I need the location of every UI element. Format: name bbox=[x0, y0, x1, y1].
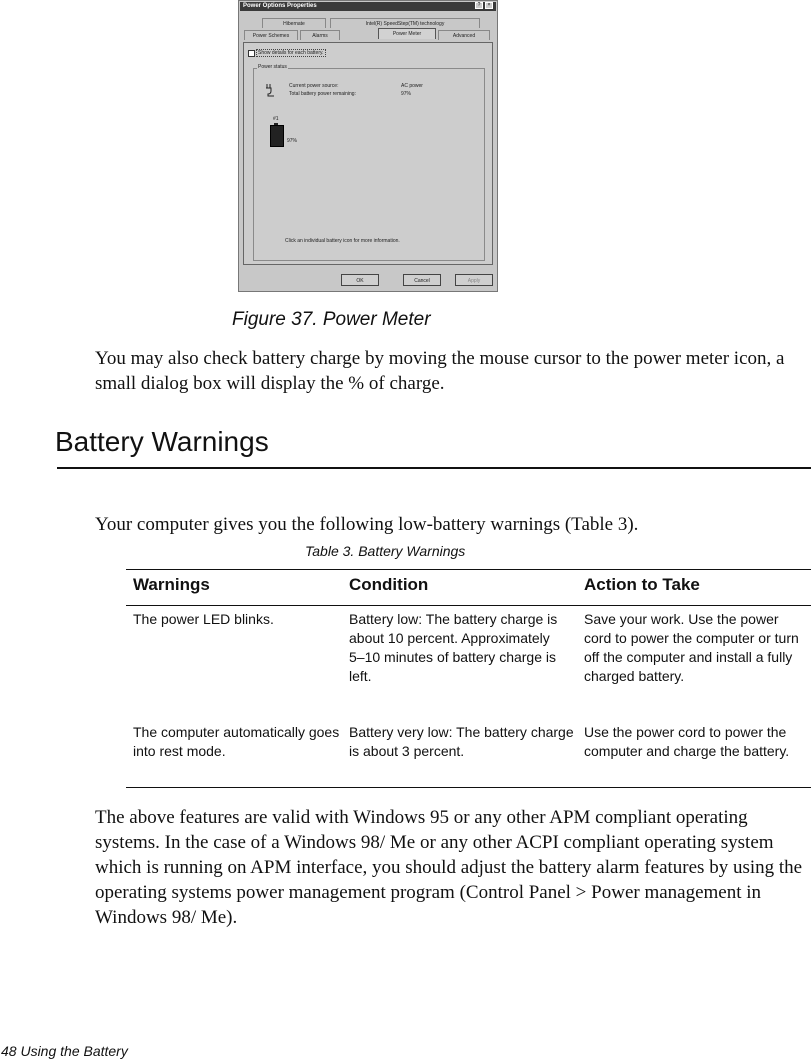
row1-action: Save your work. Use the power cord to power the computer or turn off the computer and install a fully charged battery. bbox=[584, 611, 799, 684]
warnings-intro: Your computer gives you the following low-battery warnings (Table 3). bbox=[95, 514, 639, 535]
figure-caption: Figure 37. Power Meter bbox=[232, 309, 431, 330]
close-icon[interactable]: × bbox=[485, 2, 493, 9]
header-condition: Condition bbox=[349, 575, 429, 594]
row2-condition: Battery very low: The battery charge is about 3 percent. bbox=[349, 724, 574, 759]
tab-row-back bbox=[242, 18, 494, 29]
tab-speedstep[interactable]: Intel(R) SpeedStep(TM) technology bbox=[330, 18, 480, 28]
battery-percent: 97% bbox=[287, 138, 298, 144]
battery-hint: Click an individual battery icon for more information. bbox=[285, 238, 400, 244]
help-icon[interactable]: ? bbox=[475, 2, 483, 9]
tab-advanced[interactable]: Advanced bbox=[438, 30, 490, 40]
row1-warning: The power LED blinks. bbox=[133, 611, 274, 627]
tab-alarms[interactable]: Alarms bbox=[300, 30, 340, 40]
table-caption: Table 3. Battery Warnings bbox=[305, 543, 466, 559]
power-status-group bbox=[253, 68, 485, 261]
ac-plug-icon bbox=[265, 83, 275, 97]
tab-row-front bbox=[242, 30, 494, 41]
closing-paragraph: The above features are valid with Windows 95 or any other APM compliant operating systems. In the case of a Windows 98/ Me or any other ACPI compliant operating system which is running on APM interface, you should adjust the battery alarm features by using the operating systems power management program (Control Panel > Power management in Windows 98/ Me). bbox=[95, 807, 803, 928]
header-warnings: Warnings bbox=[133, 575, 210, 594]
ok-button[interactable]: OK bbox=[341, 274, 379, 286]
tab-power-schemes[interactable]: Power Schemes bbox=[244, 30, 298, 40]
table-bottom-rule bbox=[126, 787, 811, 788]
remaining-value: 97% bbox=[401, 91, 412, 97]
intro-paragraph: You may also check battery charge by moving the mouse cursor to the power meter icon, a small dialog box will display the % of charge. bbox=[95, 348, 785, 394]
header-action: Action to Take bbox=[584, 575, 700, 594]
cancel-button[interactable]: Cancel bbox=[403, 274, 441, 286]
battery-number: #1 bbox=[273, 116, 279, 122]
section-heading: Battery Warnings bbox=[55, 426, 269, 457]
tab-power-meter[interactable]: Power Meter bbox=[378, 28, 436, 39]
row2-warning: The computer automatically goes into rest mode. bbox=[133, 724, 340, 759]
details-checkbox[interactable] bbox=[248, 50, 255, 57]
table-top-rule bbox=[126, 569, 811, 570]
details-checkbox-label[interactable]: Show details for each battery. bbox=[258, 50, 324, 56]
row2-action: Use the power cord to power the computer and charge the battery. bbox=[584, 724, 790, 759]
table-header-rule bbox=[126, 605, 811, 606]
heading-rule bbox=[57, 467, 811, 469]
battery-warnings-table bbox=[126, 569, 811, 789]
remaining-label: Total battery power remaining: bbox=[289, 91, 356, 97]
power-status-label: Power status bbox=[258, 64, 287, 70]
battery-icon[interactable] bbox=[270, 125, 284, 147]
row1-condition: Battery low: The battery charge is about 10 percent. Approximately 5–10 minutes of battery charge is left. bbox=[349, 611, 558, 684]
apply-button[interactable]: Apply bbox=[455, 274, 493, 286]
dialog-title: Power Options Properties bbox=[240, 2, 496, 11]
tab-hibernate[interactable]: Hibernate bbox=[262, 18, 326, 28]
power-options-dialog bbox=[238, 0, 498, 292]
page-footer: 48 Using the Battery bbox=[1, 1043, 128, 1059]
power-source-value: AC power bbox=[401, 83, 423, 89]
power-source-label: Current power source: bbox=[289, 83, 339, 89]
